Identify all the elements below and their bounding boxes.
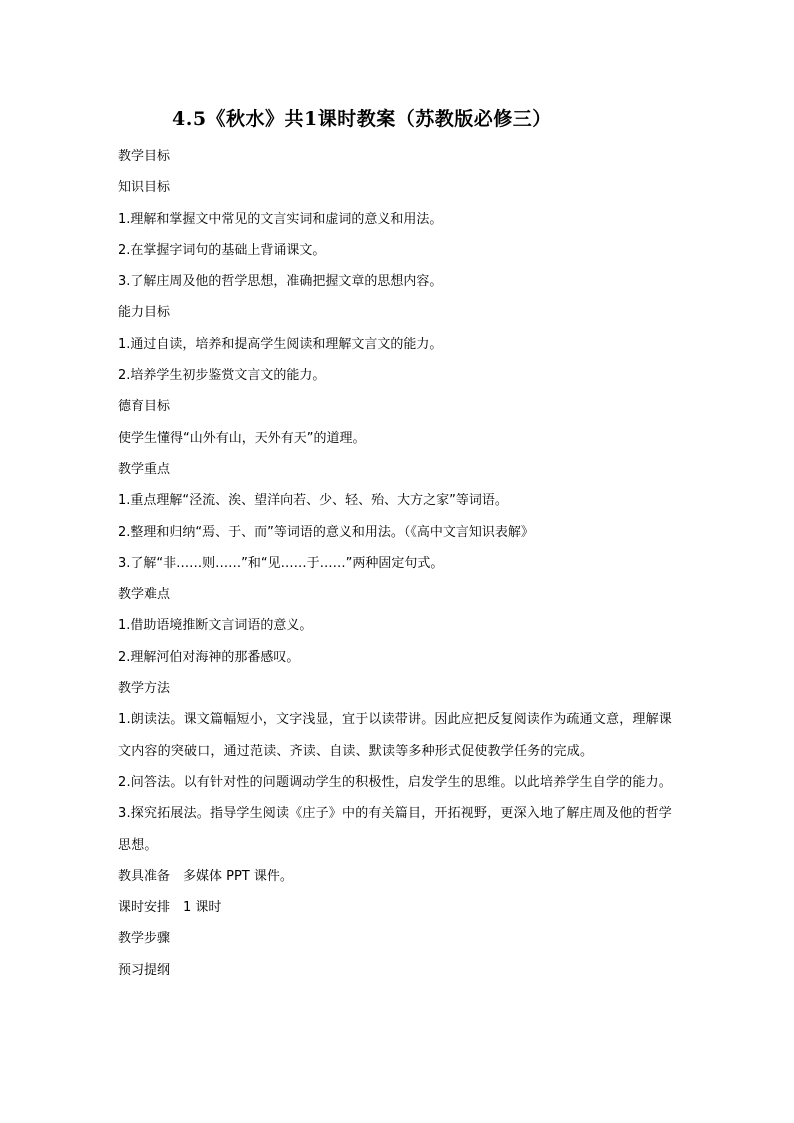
ability-goal-1: 1.通过自读，培养和提高学生阅读和理解文言文的能力。 bbox=[118, 336, 443, 352]
subheading-moral-goals: 德育目标 bbox=[118, 399, 171, 415]
key-point-3: 3.了解“非……则……”和“见……于……”两种固定句式。 bbox=[118, 555, 444, 571]
section-heading-teaching-goals: 教学目标 bbox=[118, 149, 171, 164]
key-point-1: 1.重点理解“泾流、涘、望洋向若、少、轻、殆、大方之家”等词语。 bbox=[118, 493, 508, 509]
difficulty-1: 1.借助语境推断文言词语的意义。 bbox=[118, 618, 313, 634]
class-schedule: 课时安排 1 课时 bbox=[118, 900, 222, 916]
section-heading-key-points: 教学重点 bbox=[118, 461, 171, 477]
document-title: 4.5《秋水》共1课时教案（苏教版必修三） bbox=[172, 108, 552, 130]
preview-outline-heading: 预习提纲 bbox=[118, 962, 171, 978]
teaching-materials: 教具准备 多媒体 PPT 课件。 bbox=[118, 868, 293, 884]
ability-goal-2: 2.培养学生初步鉴赏文言文的能力。 bbox=[118, 368, 326, 384]
subheading-ability-goals: 能力目标 bbox=[118, 305, 171, 321]
section-heading-methods: 教学方法 bbox=[118, 681, 171, 697]
section-heading-difficulties: 教学难点 bbox=[118, 587, 171, 603]
moral-goal-text: 使学生懂得“山外有山，天外有天”的道理。 bbox=[118, 430, 366, 446]
difficulty-2: 2.理解河伯对海神的那番感叹。 bbox=[118, 649, 300, 665]
key-point-2: 2.整理和归纳“焉、于、而”等词语的意义和用法。（《高中文言知识表解》 bbox=[118, 524, 534, 540]
method-2: 2.问答法。以有针对性的问题调动学生的积极性，启发学生的思维。以此培养学生自学的能力。 bbox=[118, 774, 673, 790]
knowledge-goal-2: 2.在掌握字词句的基础上背诵课文。 bbox=[118, 242, 326, 258]
method-1: 1.朗读法。课文篇幅短小，文字浅显，宜于以读带讲。因此应把反复阅读作为疏通文意，理解课文内容的突破口，通过范读、齐读、自读、默读等多种形式促使教学任务的完成。 bbox=[118, 712, 673, 759]
knowledge-goal-1: 1.理解和掌握文中常见的文言实词和虚词的意义和用法。 bbox=[118, 211, 443, 227]
subheading-knowledge-goals: 知识目标 bbox=[118, 180, 171, 196]
knowledge-goal-3: 3.了解庄周及他的哲学思想，准确把握文章的思想内容。 bbox=[118, 274, 443, 290]
method-3: 3.探究拓展法。指导学生阅读《庄子》中的有关篇目，开拓视野，更深入地了解庄周及他的哲学思想。 bbox=[118, 806, 673, 853]
section-heading-teaching-steps: 教学步骤 bbox=[118, 931, 171, 947]
document-body bbox=[118, 141, 678, 986]
